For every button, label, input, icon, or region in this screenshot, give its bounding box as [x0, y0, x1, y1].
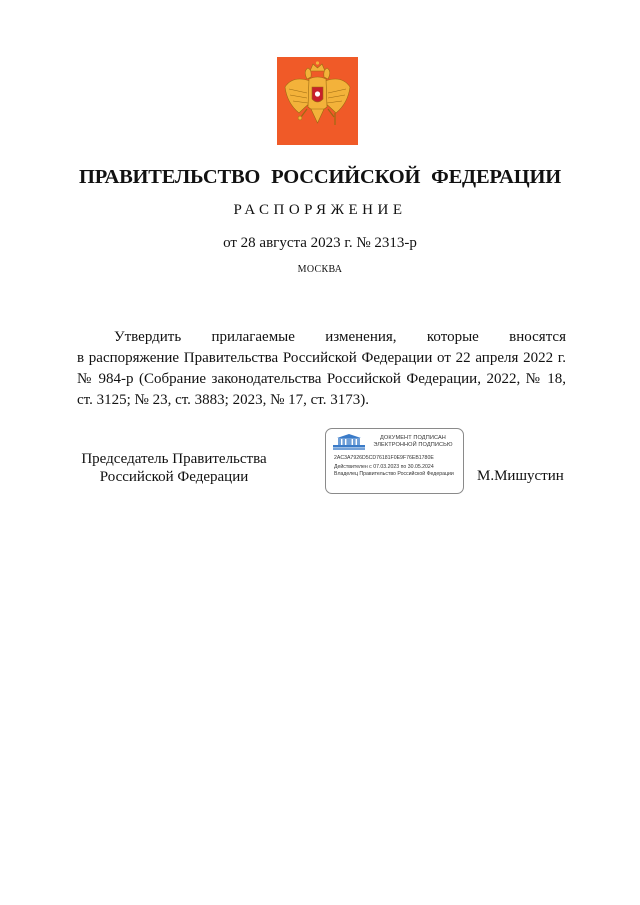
stamp-title-line1: ДОКУМЕНТ ПОДПИСАН: [380, 435, 446, 441]
electronic-signature-stamp: [325, 428, 464, 494]
stamp-validity: Действителен с 07.03.2023 по 30.05.2024: [334, 464, 434, 470]
government-title: ПРАВИТЕЛЬСТВО РОССИЙСКОЙ ФЕДЕРАЦИИ: [79, 166, 561, 188]
coat-of-arms-of-russia-icon: [277, 57, 358, 145]
document-city: МОСКВА: [297, 264, 343, 275]
order-text-line: Утвердить прилагаемые изменения, которые вносятся: [114, 329, 566, 345]
order-text-line: ст. 3125; № 23, ст. 3883; 2023, № 17, ст. 3173).: [77, 392, 369, 408]
document-type: РАСПОРЯЖЕНИЕ: [233, 202, 407, 218]
stamp-title: [366, 435, 460, 449]
coat-of-arms-emblem: [277, 57, 358, 145]
signer-position-line2: Российской Федерации: [99, 469, 249, 485]
signer-position-line1: Председатель Правительства: [81, 451, 267, 467]
order-text: [77, 327, 566, 411]
stamp-owner: Владелец Правительство Российской Федерации: [334, 471, 454, 477]
order-text-line: № 984-р (Собрание законодательства Российской Федерации, 2022, № 18,: [77, 371, 566, 387]
stamp-certificate: 2AC3A7926D5CD76181F0E9F76EB1780E: [334, 455, 434, 461]
order-text-line: в распоряжение Правительства Российской Федерации от 22 апреля 2022 г.: [77, 350, 566, 366]
stamp-title-line2: ЭЛЕКТРОННОЙ ПОДПИСЬЮ: [373, 442, 453, 448]
signer-position: [77, 450, 271, 486]
document-date-number: от 28 августа 2023 г. № 2313-р: [223, 235, 417, 251]
government-building-icon: [333, 433, 365, 451]
signer-name: М.Мишустин: [477, 468, 564, 484]
